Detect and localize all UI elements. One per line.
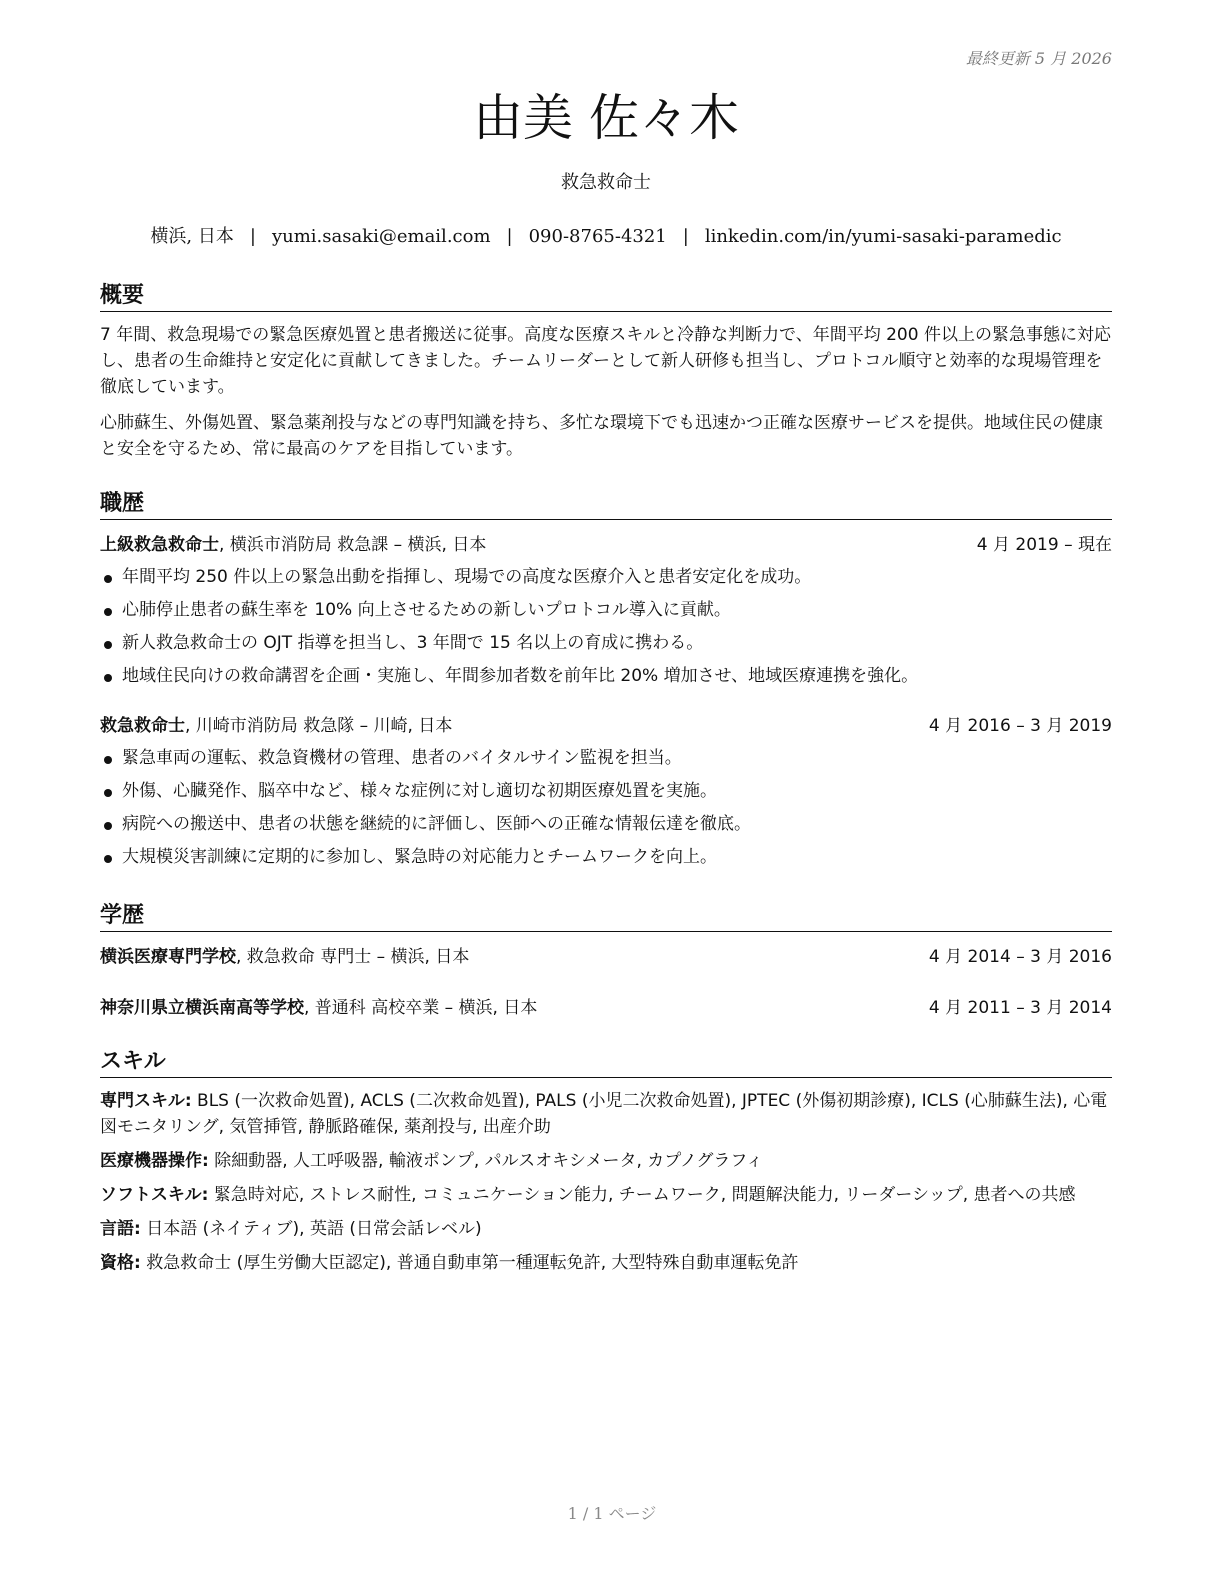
education-dates: 4 月 2011 – 3 月 2014 xyxy=(928,998,1112,1018)
skill-label: ソフトスキル: xyxy=(100,1185,209,1205)
experience-bullets xyxy=(100,561,1112,693)
summary-section xyxy=(100,322,1112,462)
skill-label: 言語: xyxy=(100,1219,141,1239)
skill-value: 緊急時対応, ストレス耐性, コミュニケーション能力, チームワーク, 問題解決能力, リーダーシップ, 患者への共感 xyxy=(208,1185,1076,1205)
skill-row xyxy=(100,1250,1112,1276)
last-updated: 最終更新 5 月 2026 xyxy=(965,49,1112,68)
experience-entry xyxy=(100,711,1112,874)
experience-dates: 4 月 2016 – 3 月 2019 xyxy=(928,716,1112,736)
contact-email[interactable]: yumi.sasaki@email.com xyxy=(271,226,491,247)
experience-dates: 4 月 2019 – 現在 xyxy=(976,535,1112,555)
skill-value: 除細動器, 人工呼吸器, 輸液ポンプ, パルスオキシメータ, カプノグラフィ xyxy=(208,1151,764,1171)
section-title-summary: 概要 xyxy=(100,278,1112,312)
experience-role: 救急救命士 xyxy=(100,716,185,736)
contact-location: 横浜, 日本 xyxy=(150,226,234,247)
bullet-item: 大規模災害訓練に定期的に参加し、緊急時の対応能力とチームワークを向上。 xyxy=(100,841,1112,874)
section-title-education: 学歴 xyxy=(100,898,1112,932)
section-title-skills: スキル xyxy=(100,1044,1112,1078)
section-title-experience: 職歴 xyxy=(100,486,1112,520)
education-dates: 4 月 2014 – 3 月 2016 xyxy=(928,947,1112,967)
candidate-name: 由美 佐々木 xyxy=(473,89,739,147)
experience-org: , 横浜市消防局 救急課 – 横浜, 日本 xyxy=(219,535,487,555)
contact-separator: | xyxy=(682,226,689,247)
education-detail: , 普通科 高校卒業 – 横浜, 日本 xyxy=(304,998,538,1018)
experience-role-line xyxy=(100,711,452,736)
experience-entry xyxy=(100,530,1112,693)
contact-separator: | xyxy=(506,226,513,247)
bullet-item: 緊急車両の運転、救急資機材の管理、患者のバイタルサイン監視を担当。 xyxy=(100,742,1112,775)
page-number: 1 / 1 ページ xyxy=(567,1504,657,1523)
experience-org: , 川崎市消防局 救急隊 – 川崎, 日本 xyxy=(185,716,453,736)
skill-label: 資格: xyxy=(100,1253,141,1273)
contact-linkedin[interactable]: linkedin.com/in/yumi-sasaki-paramedic xyxy=(704,226,1062,247)
skill-label: 専門スキル: xyxy=(100,1091,192,1111)
education-detail: , 救急救命 専門士 – 横浜, 日本 xyxy=(236,947,470,967)
summary-paragraph: 心肺蘇生、外傷処置、緊急薬剤投与などの専門知識を持ち、多忙な環境下でも迅速かつ正確な医療サービスを提供。地域住民の健康と安全を守るため、常に最高のケアを目指しています。 xyxy=(100,413,1103,459)
experience-role-line xyxy=(100,530,486,555)
skill-row xyxy=(100,1182,1112,1208)
education-entry xyxy=(100,993,1112,1018)
bullet-item: 外傷、心臓発作、脳卒中など、様々な症例に対し適切な初期医療処置を実施。 xyxy=(100,775,1112,808)
contact-separator: | xyxy=(249,226,256,247)
skill-row xyxy=(100,1216,1112,1242)
bullet-item: 年間平均 250 件以上の緊急出動を指揮し、現場での高度な医療介入と患者安定化を成功。 xyxy=(100,561,1112,594)
education-entry xyxy=(100,942,1112,967)
summary-paragraph: 7 年間、救急現場での緊急医療処置と患者搬送に従事。高度な医療スキルと冷静な判断力で、年間平均 200 件以上の緊急事態に対応し、患者の生命維持と安定化に貢献してきました。チームリーダーとして新人研修も担当し、プロトコル順守と効率的な現場管理を徹底しています。 xyxy=(100,325,1111,397)
skill-row xyxy=(100,1088,1112,1140)
skill-row xyxy=(100,1148,1112,1174)
experience-entry-header xyxy=(100,711,1112,736)
education-line xyxy=(100,993,537,1018)
bullet-item: 新人救急救命士の OJT 指導を担当し、3 年間で 15 名以上の育成に携わる。 xyxy=(100,627,1112,660)
contact-line xyxy=(100,222,1112,248)
contact-phone[interactable]: 090-8765-4321 xyxy=(528,226,667,247)
skill-value: 救急救命士 (厚生労働大臣認定), 普通自動車第一種運転免許, 大型特殊自動車運転免許 xyxy=(140,1253,799,1273)
education-school: 神奈川県立横浜南高等学校 xyxy=(100,998,304,1018)
bullet-item: 病院への搬送中、患者の状態を継続的に評価し、医師への正確な情報伝達を徹底。 xyxy=(100,808,1112,841)
skill-value: BLS (一次救命処置), ACLS (二次救命処置), PALS (小児二次救命処置), JPTEC (外傷初期診療), ICLS (心肺蘇生法), 心電図モニタリング, 気管挿管, 静脈路確保, 薬剤投与, 出産介助 xyxy=(100,1091,1108,1137)
education-line xyxy=(100,942,469,967)
education-school: 横浜医療専門学校 xyxy=(100,947,236,967)
experience-bullets xyxy=(100,742,1112,874)
bullet-item: 心肺停止患者の蘇生率を 10% 向上させるための新しいプロトコル導入に貢献。 xyxy=(100,594,1112,627)
experience-entry-header xyxy=(100,530,1112,555)
skill-label: 医療機器操作: xyxy=(100,1151,209,1171)
skill-value: 日本語 (ネイティブ), 英語 (日常会話レベル) xyxy=(140,1219,482,1239)
resume-page xyxy=(100,40,1112,1284)
experience-role: 上級救急救命士 xyxy=(100,535,219,555)
candidate-headline: 救急救命士 xyxy=(561,172,651,193)
bullet-item: 地域住民向けの救命講習を企画・実施し、年間参加者数を前年比 20% 増加させ、地域医療連携を強化。 xyxy=(100,660,1112,693)
